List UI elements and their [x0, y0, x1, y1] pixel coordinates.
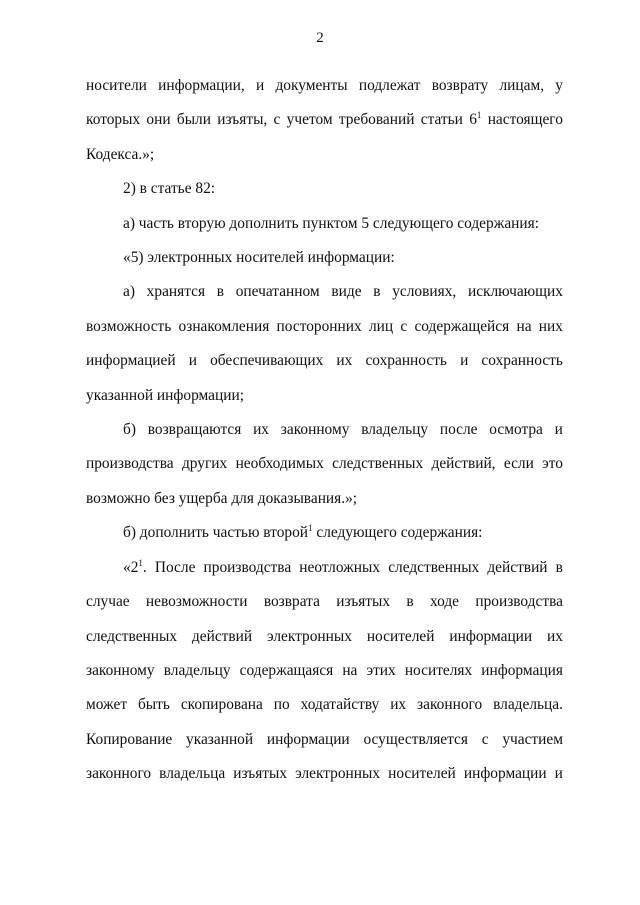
list-item-2: 2) в статье 82: [123, 180, 216, 198]
word: информация [481, 661, 563, 679]
word: информации, [158, 77, 245, 94]
article-reference [469, 103, 481, 137]
text-line [86, 654, 563, 688]
word: условиях, [392, 283, 457, 301]
text-line [86, 551, 563, 585]
page-number: 2 [316, 30, 324, 46]
word: статьи [420, 111, 463, 129]
word: носителей [366, 627, 435, 645]
word: учетом [286, 111, 333, 129]
word: хранятся [146, 283, 206, 301]
text-line: Кодекса.»; [86, 145, 155, 163]
word: в [216, 283, 225, 301]
word: были [176, 111, 211, 129]
word: по [273, 696, 290, 714]
word: которых [86, 111, 141, 129]
word: содержащейся [414, 317, 510, 335]
word: и [460, 352, 469, 370]
word: возвращаются [147, 421, 242, 439]
word: исключающих [467, 283, 563, 301]
article-number: 6 [469, 111, 477, 129]
word: лицам, [499, 77, 545, 94]
word: производства [86, 455, 174, 473]
text-fragment: . [142, 558, 147, 576]
text-line [86, 620, 563, 654]
word: в [406, 593, 414, 611]
word: их [336, 352, 353, 370]
word: после [439, 421, 478, 439]
word: их [253, 421, 269, 439]
word: и [255, 77, 265, 94]
word: на [342, 661, 358, 679]
word: документы [275, 77, 348, 94]
item-marker: а) [123, 283, 135, 301]
text-line [86, 310, 563, 344]
superscript: 1 [476, 110, 482, 121]
word: информации [449, 627, 533, 645]
text-line: возможно без ущерба для доказывания.»; [86, 489, 358, 507]
word: виде [331, 283, 362, 301]
word: владельца. [493, 696, 563, 714]
word: После [154, 558, 196, 576]
sub-item-b [86, 516, 563, 550]
word: законного [86, 765, 152, 783]
word: быть [137, 696, 170, 714]
word: изъятых [336, 593, 391, 611]
word: может [86, 696, 128, 714]
word: возврату [431, 77, 489, 94]
word: в [555, 558, 563, 576]
superscript: 1 [308, 523, 313, 534]
clause-5: «5) электронных носителей информации: [123, 249, 395, 267]
text-fragment: б) дополнить частью второй [123, 524, 309, 542]
word: опечатанном [235, 283, 320, 301]
word: сохранность [365, 352, 447, 370]
text-line [86, 344, 563, 378]
text-line [86, 688, 563, 722]
word: на [516, 317, 532, 335]
word: осуществляется [363, 730, 468, 748]
word: информацией [86, 352, 176, 370]
word: содержащаяся [239, 661, 334, 679]
word: неотложных [299, 558, 381, 576]
text-line [86, 585, 563, 619]
word: Копирование [86, 730, 173, 748]
word: электронных [267, 627, 352, 645]
word: законного [417, 696, 483, 714]
word: они [146, 111, 171, 129]
word: носители [86, 77, 147, 94]
part-number [123, 551, 147, 585]
text-line [86, 103, 563, 137]
word: невозможности [145, 593, 248, 611]
text-line [86, 275, 563, 309]
word: изъятых [233, 765, 288, 783]
word: и [554, 421, 563, 439]
text-line [86, 723, 563, 757]
word: настоящего [487, 111, 563, 129]
word: ознакомления [178, 317, 270, 335]
text-line [86, 757, 563, 791]
word: указанной [186, 730, 254, 748]
text-line [86, 413, 563, 447]
word: информации [463, 765, 547, 783]
document-body [86, 69, 563, 792]
word: с [273, 111, 281, 129]
text-fragment: «2 [123, 558, 139, 576]
word: законному [280, 421, 350, 439]
word: участием [502, 730, 563, 748]
word: осмотра [489, 421, 543, 439]
word: лиц [368, 317, 394, 335]
word: у [555, 77, 563, 94]
word: следственных [388, 558, 480, 576]
word: носителях [404, 661, 473, 679]
word: это [542, 455, 563, 473]
word: их [547, 627, 563, 645]
word: и [554, 765, 563, 783]
word: действий [487, 558, 548, 576]
word: необходимых [235, 455, 324, 473]
word: обеспечивающих [210, 352, 324, 370]
word: следственных [332, 455, 424, 473]
text-line [86, 447, 563, 481]
word: действий [191, 627, 253, 645]
word: с [481, 730, 489, 748]
text-line [86, 69, 563, 103]
word: возможность [86, 317, 172, 335]
word: производства [475, 593, 563, 611]
word: посторонних [276, 317, 362, 335]
word: в [373, 283, 381, 301]
word: владельцу [361, 421, 429, 439]
item-marker: б) [123, 421, 136, 439]
word: случае [86, 593, 130, 611]
word: действий, [431, 455, 496, 473]
word: их [390, 696, 407, 714]
word: владельцу [163, 661, 231, 679]
sub-item-a: а) часть вторую дополнить пунктом 5 следующего содержания: [123, 214, 539, 232]
text-line: указанной информации; [86, 386, 244, 404]
word: них [538, 317, 563, 335]
word: скопирована [180, 696, 263, 714]
word: законному [86, 661, 155, 679]
word: изъяты, [217, 111, 268, 129]
word: электронных [295, 765, 381, 783]
word: этих [366, 661, 396, 679]
word: подлежат [358, 77, 421, 94]
word: возврата [263, 593, 320, 611]
word: и [188, 352, 197, 370]
word: других [181, 455, 228, 473]
superscript: 1 [138, 557, 143, 568]
word: производства [203, 558, 292, 576]
word: информации [266, 730, 350, 748]
word: с [400, 317, 408, 335]
word: если [503, 455, 534, 473]
word: владельца [159, 765, 226, 783]
word: сохранность [481, 352, 563, 370]
word: требований [338, 111, 415, 129]
word: следственных [86, 627, 178, 645]
word: ходе [429, 593, 460, 611]
word: ходатайству [300, 696, 380, 714]
text-fragment: следующего содержания: [312, 524, 483, 542]
word: носителей [388, 765, 456, 783]
